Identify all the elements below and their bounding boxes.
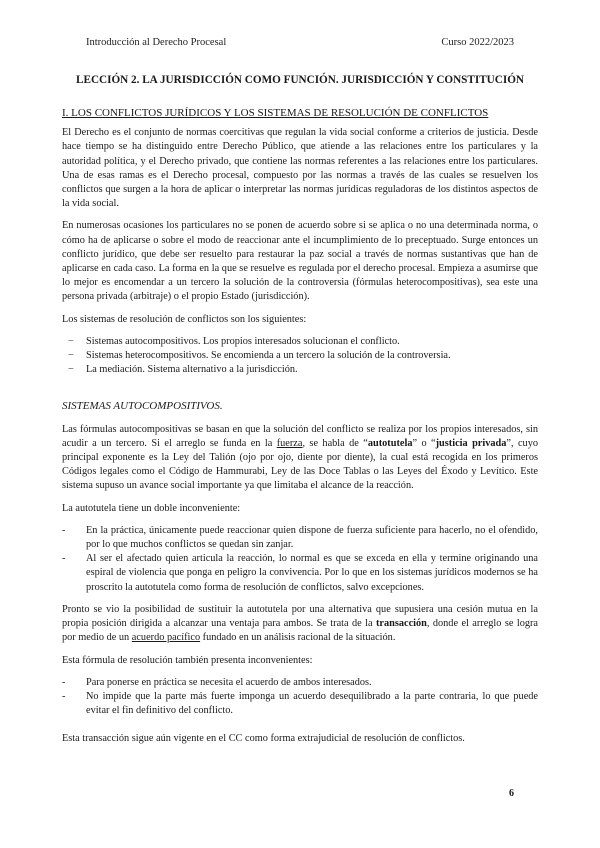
document-body (62, 106, 538, 755)
paragraph: La autotutela tiene un doble inconveniente: (62, 502, 241, 514)
paragraph (62, 423, 538, 494)
text-run: Pronto se vio la posibilidad de sustituir la autotutela por una alternativa que supusiera una cesión mutua en la propia posición dirigida a alcanzar una ventaja para ambos. Se trata de la (62, 603, 538, 630)
bold-term: transacción (375, 618, 427, 630)
list-item-text: Sistemas heterocompositivos. Se encomienda a un tercero la solución de la controversia. (86, 350, 451, 362)
list-item-text: Para ponerse en práctica se necesita el acuerdo de ambos interesados. (86, 676, 372, 688)
text-run: , donde el arreglo se logra por medio de un (62, 618, 538, 644)
text-run: ”, cuyo principal exponente es la Ley del Talión (ojo por ojo, diente por diente), la cual está recogida en los primeros Códigos legales como el Código de Hammurabi, Ley de las Doce Tablas o las Leyes del Éxodo y Levítico. Este sistema supuso un avance social importante ya que limitaba el alcance de la reacción. (62, 437, 539, 492)
paragraph: Los sistemas de resolución de conflictos son los siguientes: (62, 313, 307, 325)
hyphen-bullet: - (62, 676, 66, 688)
paragraph: El Derecho es el conjunto de normas coercitivas que regulan la vida social conforme a criterios de justicia. Desde hace tiempo se ha distinguido entre Derecho Público, que atiende a las relaciones entre los particulares y la autoridad política, y el Derecho privado, que contiene las normas referentes a las relaciones entre los particulares. Una de esas ramas es el Derecho procesal, compuesto por las normas a través de las cuales se resuelven los conflictos que surgen a la hora de aplicar o interpretar las normas jurídicas reguladoras de los distintos aspectos de la vida social. (62, 127, 538, 210)
list-item-text: En la práctica, únicamente puede reaccionar quien dispone de fuerza suficiente para hacerlo, no el ofendido, por lo que muchos conflictos se quedan sin zanjar. (86, 524, 538, 551)
resolution-systems-list (62, 335, 538, 378)
header-course-name: Introducción al Derecho Procesal (86, 37, 227, 48)
bold-term: justicia privada (435, 437, 507, 449)
section-heading-autocompositive: SISTEMAS AUTOCOMPOSITIVOS. (62, 400, 223, 413)
hyphen-bullet: - (62, 524, 66, 536)
list-item-text: La mediación. Sistema alternativo a la jurisdicción. (86, 364, 298, 376)
paragraph: Esta transacción sigue aún vigente en el CC como forma extrajudicial de resolución de conflictos. (62, 733, 465, 745)
list-item-text: No impide que la parte más fuerte imponga un acuerdo desequilibrado a la parte contraria, lo que puede evitar el fin definitivo del conflicto. (86, 690, 538, 717)
list-item (62, 690, 538, 718)
list-item (62, 552, 538, 595)
hyphen-bullet: - (62, 553, 66, 565)
dash-bullet: − (68, 335, 74, 347)
text-run: , se habla de “ (302, 437, 368, 449)
list-item (62, 676, 538, 690)
text-run: ” o “ (412, 437, 436, 449)
section-heading-conflicts: I. LOS CONFLICTOS JURÍDICOS Y LOS SISTEMAS DE RESOLUCIÓN DE CONFLICTOS (62, 107, 489, 119)
autotutela-drawbacks-list (62, 524, 538, 595)
text-run: fundado en un análisis racional de la situación. (200, 632, 396, 644)
transaction-drawbacks-list (62, 676, 538, 719)
hyphen-bullet: - (62, 690, 66, 702)
list-item-text: Al ser el afectado quien articula la reacción, lo normal es que se exceda en ella y termine originando una espiral de violencia que ponga en peligro la convivencia. Por lo que en los sistemas jurídicos modernos se ha proscrito la autotutela como forma de resolución de conflictos, salvo excepciones. (86, 553, 538, 593)
lesson-title: LECCIÓN 2. LA JURISDICCIÓN COMO FUNCIÓN. JURISDICCIÓN Y CONSTITUCIÓN (76, 74, 524, 86)
underlined-term: acuerdo pacífico (131, 632, 201, 644)
paragraph (62, 603, 538, 646)
list-item (62, 335, 538, 349)
header-course-year: Curso 2022/2023 (441, 37, 514, 48)
list-item-text: Sistemas autocompositivos. Los propios interesados solucionan el conflicto. (86, 335, 400, 347)
text-run: Las fórmulas autocompositivas se basan en que la solución del conflicto se realiza por los propios interesados, sin acudir a un tercero. Si el arreglo se funda en la (62, 423, 538, 449)
bold-term: autotutela (367, 437, 413, 449)
dash-bullet: − (68, 364, 74, 376)
paragraph: En numerosas ocasiones los particulares no se ponen de acuerdo sobre si se aplica o no una determinada norma, o cómo ha de aplicarse o sobre el modo de reaccionar ante el incumplimiento de lo preceptuado. Surge entonces un conflicto jurídico, que debe ser resuelto para restaurar la paz social a través de normas sustantivas que han de aplicarse en cada caso. La forma en la que se resuelve es regulada por el derecho procesal. Empieza a asumirse que lo mejor es encomendar a un tercero la solución de la controversia (fórmulas heterocompositivas), sea este una persona privada (arbitraje) o el propio Estado (jurisdicción). (62, 220, 538, 303)
page-number: 6 (509, 788, 514, 799)
list-item (62, 524, 538, 552)
list-item (62, 349, 538, 363)
underlined-term: fuerza (276, 437, 303, 449)
list-item (62, 363, 538, 377)
paragraph: Esta fórmula de resolución también presenta inconvenientes: (62, 654, 313, 666)
dash-bullet: − (68, 350, 74, 362)
